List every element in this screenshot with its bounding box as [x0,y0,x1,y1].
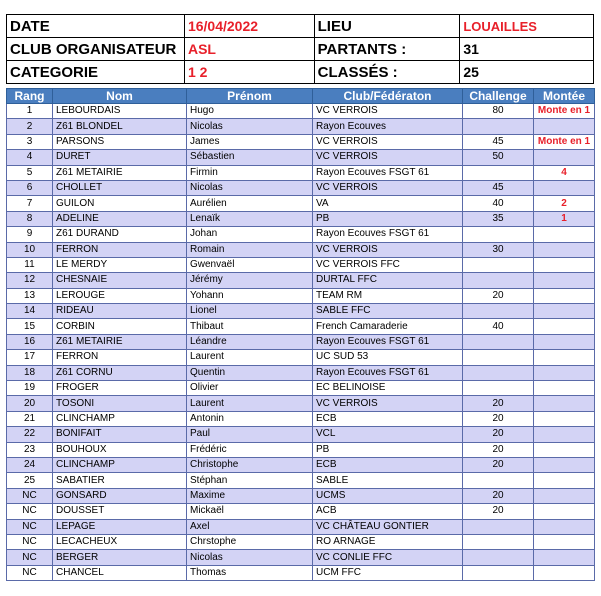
race-info-table [6,14,594,84]
cell-nom: ADELINE [53,211,187,226]
cell-nom: CORBIN [53,319,187,334]
cell-montee: 1 [534,211,595,226]
cell-nom: FERRON [53,242,187,257]
cell-rang: NC [7,488,53,503]
cell-challenge [463,550,534,565]
cell-montee: 2 [534,196,595,211]
cell-prenom: Thibaut [187,319,313,334]
cell-montee [534,488,595,503]
cell-club: VC VERROIS [313,134,463,149]
cell-club: UCM FFC [313,565,463,580]
cell-montee [534,381,595,396]
cell-montee [534,473,595,488]
table-row [7,550,595,565]
table-row [7,104,595,119]
cell-montee [534,550,595,565]
table-row [7,534,595,549]
categorie-value: 1 2 [184,61,314,84]
cell-nom: SABATIER [53,473,187,488]
table-row [7,257,595,272]
cell-prenom: James [187,134,313,149]
cell-club: Rayon Ecouves FSGT 61 [313,334,463,349]
table-row [7,473,595,488]
table-row [7,196,595,211]
cell-prenom: Johan [187,227,313,242]
cell-montee [534,411,595,426]
cell-rang: 8 [7,211,53,226]
cell-prenom: Christophe [187,457,313,472]
cell-nom: BONIFAIT [53,427,187,442]
table-row [7,319,595,334]
cell-rang: NC [7,504,53,519]
cell-club: PB [313,211,463,226]
cell-challenge: 40 [463,196,534,211]
cell-challenge [463,227,534,242]
results-body [7,104,595,581]
cell-nom: Z61 METAIRIE [53,165,187,180]
cell-rang: 22 [7,427,53,442]
col-header-montee: Montée [534,89,595,104]
cell-montee [534,504,595,519]
cell-nom: BERGER [53,550,187,565]
cell-challenge [463,304,534,319]
cell-prenom: Laurent [187,350,313,365]
classes-label: CLASSÉS : [314,61,460,84]
info-row-club [7,38,594,61]
cell-rang: 23 [7,442,53,457]
cell-rang: 16 [7,334,53,349]
cell-prenom: Romain [187,242,313,257]
table-row [7,119,595,134]
table-row [7,457,595,472]
cell-challenge: 20 [463,288,534,303]
cell-club: ECB [313,457,463,472]
table-row [7,227,595,242]
cell-nom: LEROUGE [53,288,187,303]
cell-challenge: 20 [463,442,534,457]
table-row [7,442,595,457]
cell-prenom: Antonin [187,411,313,426]
cell-rang: 9 [7,227,53,242]
cell-prenom: Yohann [187,288,313,303]
table-row [7,165,595,180]
cell-club: UCMS [313,488,463,503]
cell-montee [534,319,595,334]
cell-rang: NC [7,550,53,565]
table-row [7,150,595,165]
cell-nom: PARSONS [53,134,187,149]
cell-challenge: 20 [463,411,534,426]
cell-club: VC CHÂTEAU GONTIER [313,519,463,534]
table-row [7,350,595,365]
cell-montee [534,350,595,365]
cell-nom: GUILON [53,196,187,211]
date-label: DATE [7,15,185,38]
col-header-prenom: Prénom [187,89,313,104]
cell-club: VC CONLIE FFC [313,550,463,565]
info-row-date [7,15,594,38]
classes-value: 25 [460,61,594,84]
table-row [7,134,595,149]
cell-rang: NC [7,534,53,549]
cell-challenge [463,565,534,580]
table-row [7,273,595,288]
cell-rang: 1 [7,104,53,119]
cell-nom: Z61 BLONDEL [53,119,187,134]
cell-montee [534,534,595,549]
club-value: ASL [184,38,314,61]
cell-prenom: Lionel [187,304,313,319]
cell-club: EC BELINOISE [313,381,463,396]
cell-prenom: Laurent [187,396,313,411]
cell-montee [534,273,595,288]
cell-montee [534,227,595,242]
cell-club: VC VERROIS [313,242,463,257]
cell-prenom: Chrstophe [187,534,313,549]
cell-prenom: Jérémy [187,273,313,288]
cell-montee [534,304,595,319]
cell-challenge [463,519,534,534]
cell-prenom: Aurélien [187,196,313,211]
table-row [7,211,595,226]
cell-club: Rayon Ecouves [313,119,463,134]
cell-challenge: 45 [463,134,534,149]
cell-montee [534,242,595,257]
cell-club: VC VERROIS FFC [313,257,463,272]
club-label: CLUB ORGANISATEUR [7,38,185,61]
cell-rang: 6 [7,180,53,195]
cell-rang: 3 [7,134,53,149]
cell-club: PB [313,442,463,457]
cell-prenom: Axel [187,519,313,534]
cell-rang: 12 [7,273,53,288]
cell-club: VC VERROIS [313,396,463,411]
cell-club: Rayon Ecouves FSGT 61 [313,165,463,180]
cell-nom: DOUSSET [53,504,187,519]
lieu-label: LIEU [314,15,460,38]
cell-club: DURTAL FFC [313,273,463,288]
cell-nom: CHOLLET [53,180,187,195]
cell-challenge: 45 [463,180,534,195]
cell-montee [534,150,595,165]
cell-prenom: Lenaïk [187,211,313,226]
cell-challenge: 20 [463,488,534,503]
table-row [7,334,595,349]
cell-prenom: Mickaël [187,504,313,519]
cell-rang: 18 [7,365,53,380]
cell-prenom: Stéphan [187,473,313,488]
cell-rang: 5 [7,165,53,180]
cell-nom: FROGER [53,381,187,396]
cell-rang: 20 [7,396,53,411]
table-row [7,427,595,442]
cell-challenge [463,350,534,365]
cell-rang: 19 [7,381,53,396]
cell-club: VC VERROIS [313,180,463,195]
cell-montee [534,288,595,303]
cell-club: SABLE FFC [313,304,463,319]
cell-prenom: Nicolas [187,180,313,195]
cell-club: RO ARNAGE [313,534,463,549]
cell-rang: 24 [7,457,53,472]
cell-prenom: Firmin [187,165,313,180]
cell-challenge [463,534,534,549]
cell-prenom: Nicolas [187,550,313,565]
cell-prenom: Gwenvaël [187,257,313,272]
cell-challenge: 20 [463,427,534,442]
table-row [7,242,595,257]
cell-challenge: 20 [463,396,534,411]
cell-montee [534,519,595,534]
table-row [7,519,595,534]
cell-challenge: 30 [463,242,534,257]
cell-montee: Monte en 1 [534,104,595,119]
table-row [7,488,595,503]
cell-nom: BOUHOUX [53,442,187,457]
cell-nom: LEPAGE [53,519,187,534]
table-row [7,381,595,396]
partants-value: 31 [460,38,594,61]
cell-montee [534,334,595,349]
cell-club: VA [313,196,463,211]
cell-club: TEAM RM [313,288,463,303]
cell-challenge [463,273,534,288]
cell-nom: FERRON [53,350,187,365]
cell-nom: CHESNAIE [53,273,187,288]
cell-rang: 17 [7,350,53,365]
cell-rang: 13 [7,288,53,303]
date-value: 16/04/2022 [184,15,314,38]
cell-club: French Camaraderie [313,319,463,334]
table-row [7,565,595,580]
cell-prenom: Frédéric [187,442,313,457]
cell-montee [534,365,595,380]
cell-rang: NC [7,519,53,534]
cell-montee [534,257,595,272]
cell-montee [534,427,595,442]
cell-challenge [463,257,534,272]
cell-rang: 10 [7,242,53,257]
cell-club: VC VERROIS [313,104,463,119]
table-row [7,304,595,319]
cell-challenge [463,119,534,134]
info-row-categorie [7,61,594,84]
cell-nom: CHANCEL [53,565,187,580]
col-header-challenge: Challenge [463,89,534,104]
cell-challenge: 20 [463,504,534,519]
table-row [7,180,595,195]
cell-nom: LEBOURDAIS [53,104,187,119]
cell-club: ECB [313,411,463,426]
cell-challenge [463,473,534,488]
table-row [7,365,595,380]
cell-club: ACB [313,504,463,519]
cell-challenge: 20 [463,457,534,472]
cell-nom: CLINCHAMP [53,457,187,472]
cell-challenge: 40 [463,319,534,334]
cell-rang: 14 [7,304,53,319]
cell-rang: 4 [7,150,53,165]
cell-montee [534,119,595,134]
table-row [7,288,595,303]
cell-montee [534,442,595,457]
cell-prenom: Maxime [187,488,313,503]
cell-nom: DURET [53,150,187,165]
table-row [7,396,595,411]
cell-challenge: 50 [463,150,534,165]
cell-montee: 4 [534,165,595,180]
cell-rang: 7 [7,196,53,211]
cell-challenge [463,165,534,180]
cell-challenge [463,381,534,396]
cell-nom: LECACHEUX [53,534,187,549]
cell-montee [534,457,595,472]
cell-prenom: Paul [187,427,313,442]
cell-challenge: 35 [463,211,534,226]
cell-rang: 25 [7,473,53,488]
cell-club: Rayon Ecouves FSGT 61 [313,227,463,242]
cell-club: UC SUD 53 [313,350,463,365]
cell-club: SABLE [313,473,463,488]
cell-rang: 2 [7,119,53,134]
cell-club: VCL [313,427,463,442]
table-row [7,411,595,426]
results-header-row [7,89,595,104]
cell-prenom: Thomas [187,565,313,580]
cell-prenom: Nicolas [187,119,313,134]
cell-nom: Z61 DURAND [53,227,187,242]
cell-challenge [463,365,534,380]
partants-label: PARTANTS : [314,38,460,61]
cell-nom: Z61 METAIRIE [53,334,187,349]
cell-montee [534,180,595,195]
cell-nom: RIDEAU [53,304,187,319]
cell-montee [534,396,595,411]
cell-nom: TOSONI [53,396,187,411]
cell-rang: 21 [7,411,53,426]
cell-club: Rayon Ecouves FSGT 61 [313,365,463,380]
cell-prenom: Léandre [187,334,313,349]
cell-nom: CLINCHAMP [53,411,187,426]
cell-prenom: Sébastien [187,150,313,165]
cell-prenom: Quentin [187,365,313,380]
cell-nom: GONSARD [53,488,187,503]
cell-montee: Monte en 1 [534,134,595,149]
cell-nom: LE MERDY [53,257,187,272]
cell-club: VC VERROIS [313,150,463,165]
col-header-rang: Rang [7,89,53,104]
cell-prenom: Hugo [187,104,313,119]
col-header-nom: Nom [53,89,187,104]
cell-challenge: 80 [463,104,534,119]
cell-rang: NC [7,565,53,580]
results-table [6,88,595,581]
cell-challenge [463,334,534,349]
col-header-club: Club/Fédératon [313,89,463,104]
cell-montee [534,565,595,580]
categorie-label: CATEGORIE [7,61,185,84]
lieu-value: LOUAILLES [460,15,594,38]
table-row [7,504,595,519]
cell-prenom: Olivier [187,381,313,396]
cell-nom: Z61 CORNU [53,365,187,380]
cell-rang: 15 [7,319,53,334]
cell-rang: 11 [7,257,53,272]
